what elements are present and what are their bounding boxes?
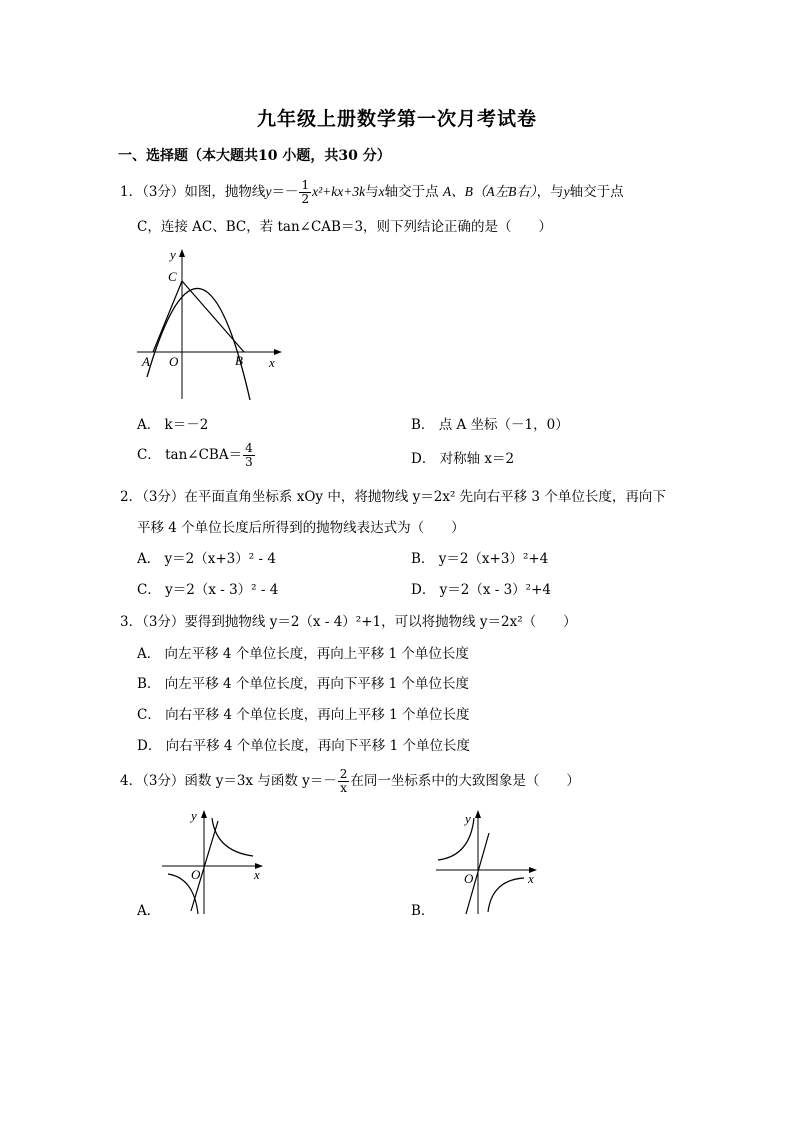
q1-fraction <box>299 179 311 206</box>
q3-option-a[interactable]: A． 向左平移 4 个单位长度，再向上平移 1 个单位长度 <box>137 646 469 662</box>
q1-option-c-text: C． tan∠CBA＝ <box>137 447 243 463</box>
question-1-line-1 <box>120 179 624 206</box>
section-heading: 一、选择题（本大题共10 小题，共30 分） <box>118 148 391 164</box>
q1-fig-O-label: O <box>169 354 179 369</box>
q4-fraction <box>338 768 350 795</box>
q1-number: 1． <box>120 184 143 200</box>
q4-option-b[interactable]: B． <box>411 903 435 919</box>
q4a-O-label: O <box>191 867 201 882</box>
q1-text-d: ，与 <box>536 184 564 200</box>
q1-option-b[interactable]: B． 点 A 坐标（－1，0） <box>411 417 569 433</box>
q1-option-c-num: 4 <box>245 441 253 455</box>
q1-frac-num: 1 <box>301 178 310 192</box>
question-3-line-1: 3．（3分）要得到抛物线 y＝2（x - 4）²+1，可以将抛物线 y＝2x²（ ） <box>120 614 577 630</box>
q3-option-c[interactable]: C． 向右平移 4 个单位长度，再向上平移 1 个单位长度 <box>137 707 470 723</box>
q4a-x-label: x <box>254 867 260 882</box>
q4-figure-b[interactable] <box>432 806 542 916</box>
q1-y: y <box>265 184 272 199</box>
q2-option-d[interactable]: D． y＝2（x - 3）²+4 <box>411 582 551 598</box>
q1-fig-A-label: A <box>142 354 150 369</box>
q1-text-b: 与 <box>365 184 379 200</box>
q1-fig-C-label: C <box>168 269 177 284</box>
q1-text-a: （3分）如图，抛物线 <box>142 184 266 200</box>
question-4-line-1 <box>120 768 580 795</box>
q2-option-c[interactable]: C． y＝2（x - 3）² - 4 <box>137 582 279 598</box>
q1-poly: x²+kx+3k <box>312 184 366 199</box>
page-title: 九年级上册数学第一次月考试卷 <box>256 108 537 130</box>
q1-fig-y-label: y <box>170 247 176 262</box>
q4-figure-a[interactable] <box>158 806 268 916</box>
q4-option-a[interactable]: A． <box>137 903 161 919</box>
q1-option-d[interactable]: D． 对称轴 x＝2 <box>411 451 515 467</box>
q1-fig-x-label: x <box>269 355 275 370</box>
question-2-line-2: 平移 4 个单位长度后所得到的抛物线表达式为（ ） <box>137 520 465 536</box>
question-2-line-1: 2．（3分）在平面直角坐标系 xOy 中，将抛物线 y＝2x² 先向右平移 3 个单位长度，再向下 <box>120 489 666 505</box>
q4b-O-label: O <box>464 871 474 886</box>
q1-option-c[interactable] <box>137 442 256 469</box>
q1-option-c-den: 3 <box>245 455 253 469</box>
q1-fig-B-label: B <box>235 353 243 368</box>
q1-eq: ＝－ <box>271 184 299 200</box>
q4b-x-label: x <box>528 871 534 886</box>
q1-figure <box>132 244 292 404</box>
q3-option-d[interactable]: D． 向右平移 4 个单位长度，再向下平移 1 个单位长度 <box>137 738 470 754</box>
q4-text-post: 在同一坐标系中的大致图象是（ ） <box>350 773 580 789</box>
q2-option-b[interactable]: B． y＝2（x+3）²+4 <box>411 551 549 567</box>
q1-points: A、B（A左B右） <box>442 184 537 199</box>
q1-y2: y <box>563 184 570 199</box>
q1-text-c: 轴交于点 <box>384 184 439 200</box>
q1-text-e: 轴交于点 <box>569 184 624 200</box>
q1-x: x <box>378 184 385 199</box>
q4a-y-label: y <box>191 808 197 823</box>
q4-frac-num: 2 <box>339 767 348 781</box>
q1-option-c-fraction <box>243 442 255 469</box>
q2-option-a[interactable]: A． y＝2（x+3）² - 4 <box>137 551 276 567</box>
question-1-line-2: C，连接 AC、BC，若 tan∠CAB＝3，则下列结论正确的是（ ） <box>137 219 553 235</box>
q4b-y-label: y <box>465 811 471 826</box>
q3-option-b[interactable]: B． 向左平移 4 个单位长度，再向下平移 1 个单位长度 <box>137 676 470 692</box>
q1-option-a[interactable]: A． k＝－2 <box>137 417 209 433</box>
q4-text-pre: 4．（3分）函数 y＝3x 与函数 y＝－ <box>120 773 337 789</box>
q1-frac-den: 2 <box>301 192 310 206</box>
q4-frac-den: x <box>340 781 347 795</box>
